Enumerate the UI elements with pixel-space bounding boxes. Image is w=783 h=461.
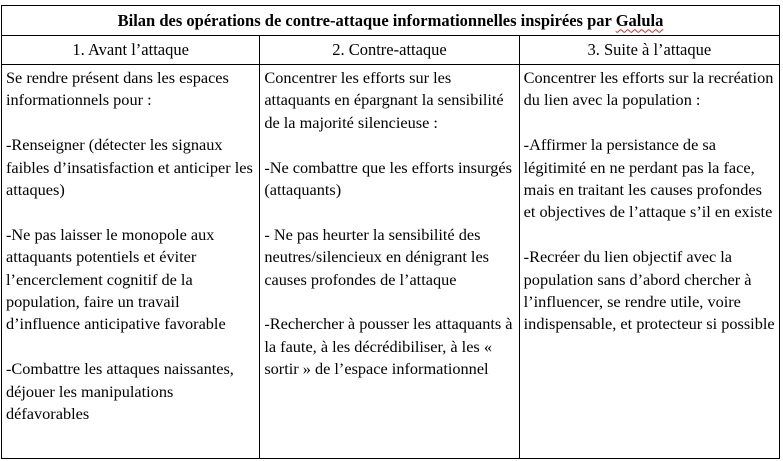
paragraph-gap: [6, 112, 255, 134]
paragraph: Se rendre présent dans les espaces informationnels pour :: [6, 68, 229, 110]
paragraph: -Combattre les attaques naissantes, déjouer les manipulations défavorables: [6, 359, 234, 424]
paragraph: - Ne pas heurter la sensibilité des neutres/silencieux en dénigrant les causes profondes de l’attaque: [264, 224, 490, 289]
column-header-after-attack: 3. Suite à l’attaque: [519, 36, 779, 65]
paragraph: Concentrer les efforts sur la recréation du lien avec la population :: [523, 68, 774, 110]
paragraph: -Ne pas laisser le monopole aux attaquants potentiels et éviter l’encerclement cognitif de la population, faire un travail d’influence anticipative favorable: [6, 224, 226, 334]
column-header-before-attack: 1. Avant l’attaque: [2, 36, 260, 65]
counter-attack-summary-table: [1, 5, 780, 459]
paragraph: -Recréer du lien objectif avec la population sans d’abord chercher à l’influencer, se rendre utile, voire indispensable, et protecteur si possible: [523, 247, 775, 334]
paragraph-gap: [524, 224, 775, 246]
table-title: [2, 6, 780, 36]
paragraph: -Ne combattre que les efforts insurgés (attaquants): [264, 157, 512, 200]
column-body-before-attack: [2, 65, 260, 459]
paragraph: -Renseigner (détecter les signaux faibles d’insatisfaction et anticiper les attaques): [6, 135, 253, 200]
paragraph-gap: [264, 134, 514, 156]
table-title-name: Galula: [615, 10, 664, 30]
paragraph: -Affirmer la persistance de sa légitimité en ne perdant pas la face, mais en traitant les causes profondes et objectives de l’attaque s’il en existe: [523, 135, 773, 222]
table-title-prefix: Bilan des opérations de contre-attaque informationnelles inspirées par: [117, 10, 616, 30]
header-row: [2, 36, 780, 65]
column-header-counter-attack: 2. Contre-attaque: [260, 36, 519, 65]
column-body-counter-attack: [260, 65, 519, 459]
paragraph-gap: [264, 291, 514, 313]
column-body-after-attack: [519, 65, 779, 459]
paragraph: -Rechercher à pousser les attaquants à la faute, à les décrédibiliser, à les « sortir » de l’espace informationnel: [264, 314, 513, 379]
content-row: [2, 65, 780, 459]
paragraph: Concentrer les efforts sur les attaquants en épargnant la sensibilité de la majorité silencieuse :: [264, 68, 504, 132]
title-row: [2, 6, 780, 36]
paragraph-gap: [6, 201, 255, 223]
paragraph-gap: [6, 336, 255, 358]
paragraph-gap: [524, 112, 775, 134]
paragraph-gap: [264, 201, 514, 223]
